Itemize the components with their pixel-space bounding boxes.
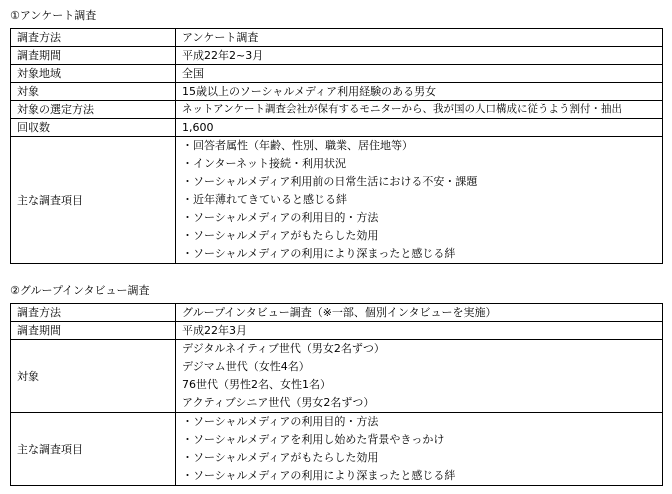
survey2-targets-cell <box>176 340 663 413</box>
table-row <box>11 29 663 47</box>
survey1-target-label: 対象 <box>11 83 176 101</box>
table-row <box>11 119 663 137</box>
survey1-items-label: 主な調査項目 <box>11 137 176 264</box>
survey1-selection-value: ネットアンケート調査会社が保有するモニターから、我が国の人口構成に従うよう割付・抽出 <box>176 101 663 119</box>
table-row <box>11 322 663 340</box>
list-item: ・近年薄れてきていると感じる絆 <box>182 193 347 206</box>
survey2-method-label: 調査方法 <box>11 304 176 322</box>
list-item: ・回答者属性（年齢、性別、職業、居住地等） <box>182 139 413 152</box>
list-item: デジマム世代（女性4名） <box>182 360 310 373</box>
survey1-method-label: 調査方法 <box>11 29 176 47</box>
table-row <box>11 304 663 322</box>
survey1-period-label: 調査期間 <box>11 47 176 65</box>
table-row <box>11 83 663 101</box>
survey1-table <box>10 28 663 264</box>
table-row <box>11 101 663 119</box>
survey2-items-label: 主な調査項目 <box>11 413 176 486</box>
survey1-target-value: 15歳以上のソーシャルメディア利用経験のある男女 <box>176 83 663 101</box>
list-item: ・ソーシャルメディアの利用により深まったと感じる絆 <box>182 469 456 482</box>
survey2-items-cell <box>176 413 663 486</box>
table-row <box>11 137 663 264</box>
survey2-title: ②グループインタビュー調査 <box>10 284 150 297</box>
survey1-items-cell <box>176 137 663 264</box>
list-item: アクティブシニア世代（男女2名ずつ） <box>182 396 375 409</box>
list-item: 76世代（男性2名、女性1名） <box>182 378 331 391</box>
list-item: ・ソーシャルメディアがもたらした効用 <box>182 451 379 464</box>
table-row <box>11 413 663 486</box>
survey1-period-value: 平成22年2~3月 <box>176 47 663 65</box>
survey2-period-value: 平成22年3月 <box>176 322 663 340</box>
survey1-region-label: 対象地域 <box>11 65 176 83</box>
table-row <box>11 47 663 65</box>
list-item: ・ソーシャルメディアの利用目的・方法 <box>182 211 379 224</box>
survey1-responses-value: 1,600 <box>176 119 663 137</box>
survey2-table <box>10 303 663 486</box>
list-item: ・ソーシャルメディアを利用し始めた背景やきっかけ <box>182 433 445 446</box>
survey1-selection-label: 対象の選定方法 <box>11 101 176 119</box>
survey1-title: ①アンケート調査 <box>10 9 97 22</box>
list-item: ・ソーシャルメディアがもたらした効用 <box>182 229 379 242</box>
list-item: ・ソーシャルメディアの利用目的・方法 <box>182 415 379 428</box>
survey2-period-label: 調査期間 <box>11 322 176 340</box>
table-row <box>11 340 663 413</box>
list-item: デジタルネイティブ世代（男女2名ずつ） <box>182 342 385 355</box>
survey1-responses-label: 回収数 <box>11 119 176 137</box>
list-item: ・ソーシャルメディア利用前の日常生活における不安・課題 <box>182 175 478 188</box>
survey2-method-value: グループインタビュー調査（※一部、個別インタビューを実施） <box>176 304 663 322</box>
survey2-target-label: 対象 <box>11 340 176 413</box>
list-item: ・インターネット接続・利用状況 <box>182 157 347 170</box>
table-row <box>11 65 663 83</box>
list-item: ・ソーシャルメディアの利用により深まったと感じる絆 <box>182 247 456 260</box>
survey1-method-value: アンケート調査 <box>176 29 663 47</box>
survey1-region-value: 全国 <box>176 65 663 83</box>
